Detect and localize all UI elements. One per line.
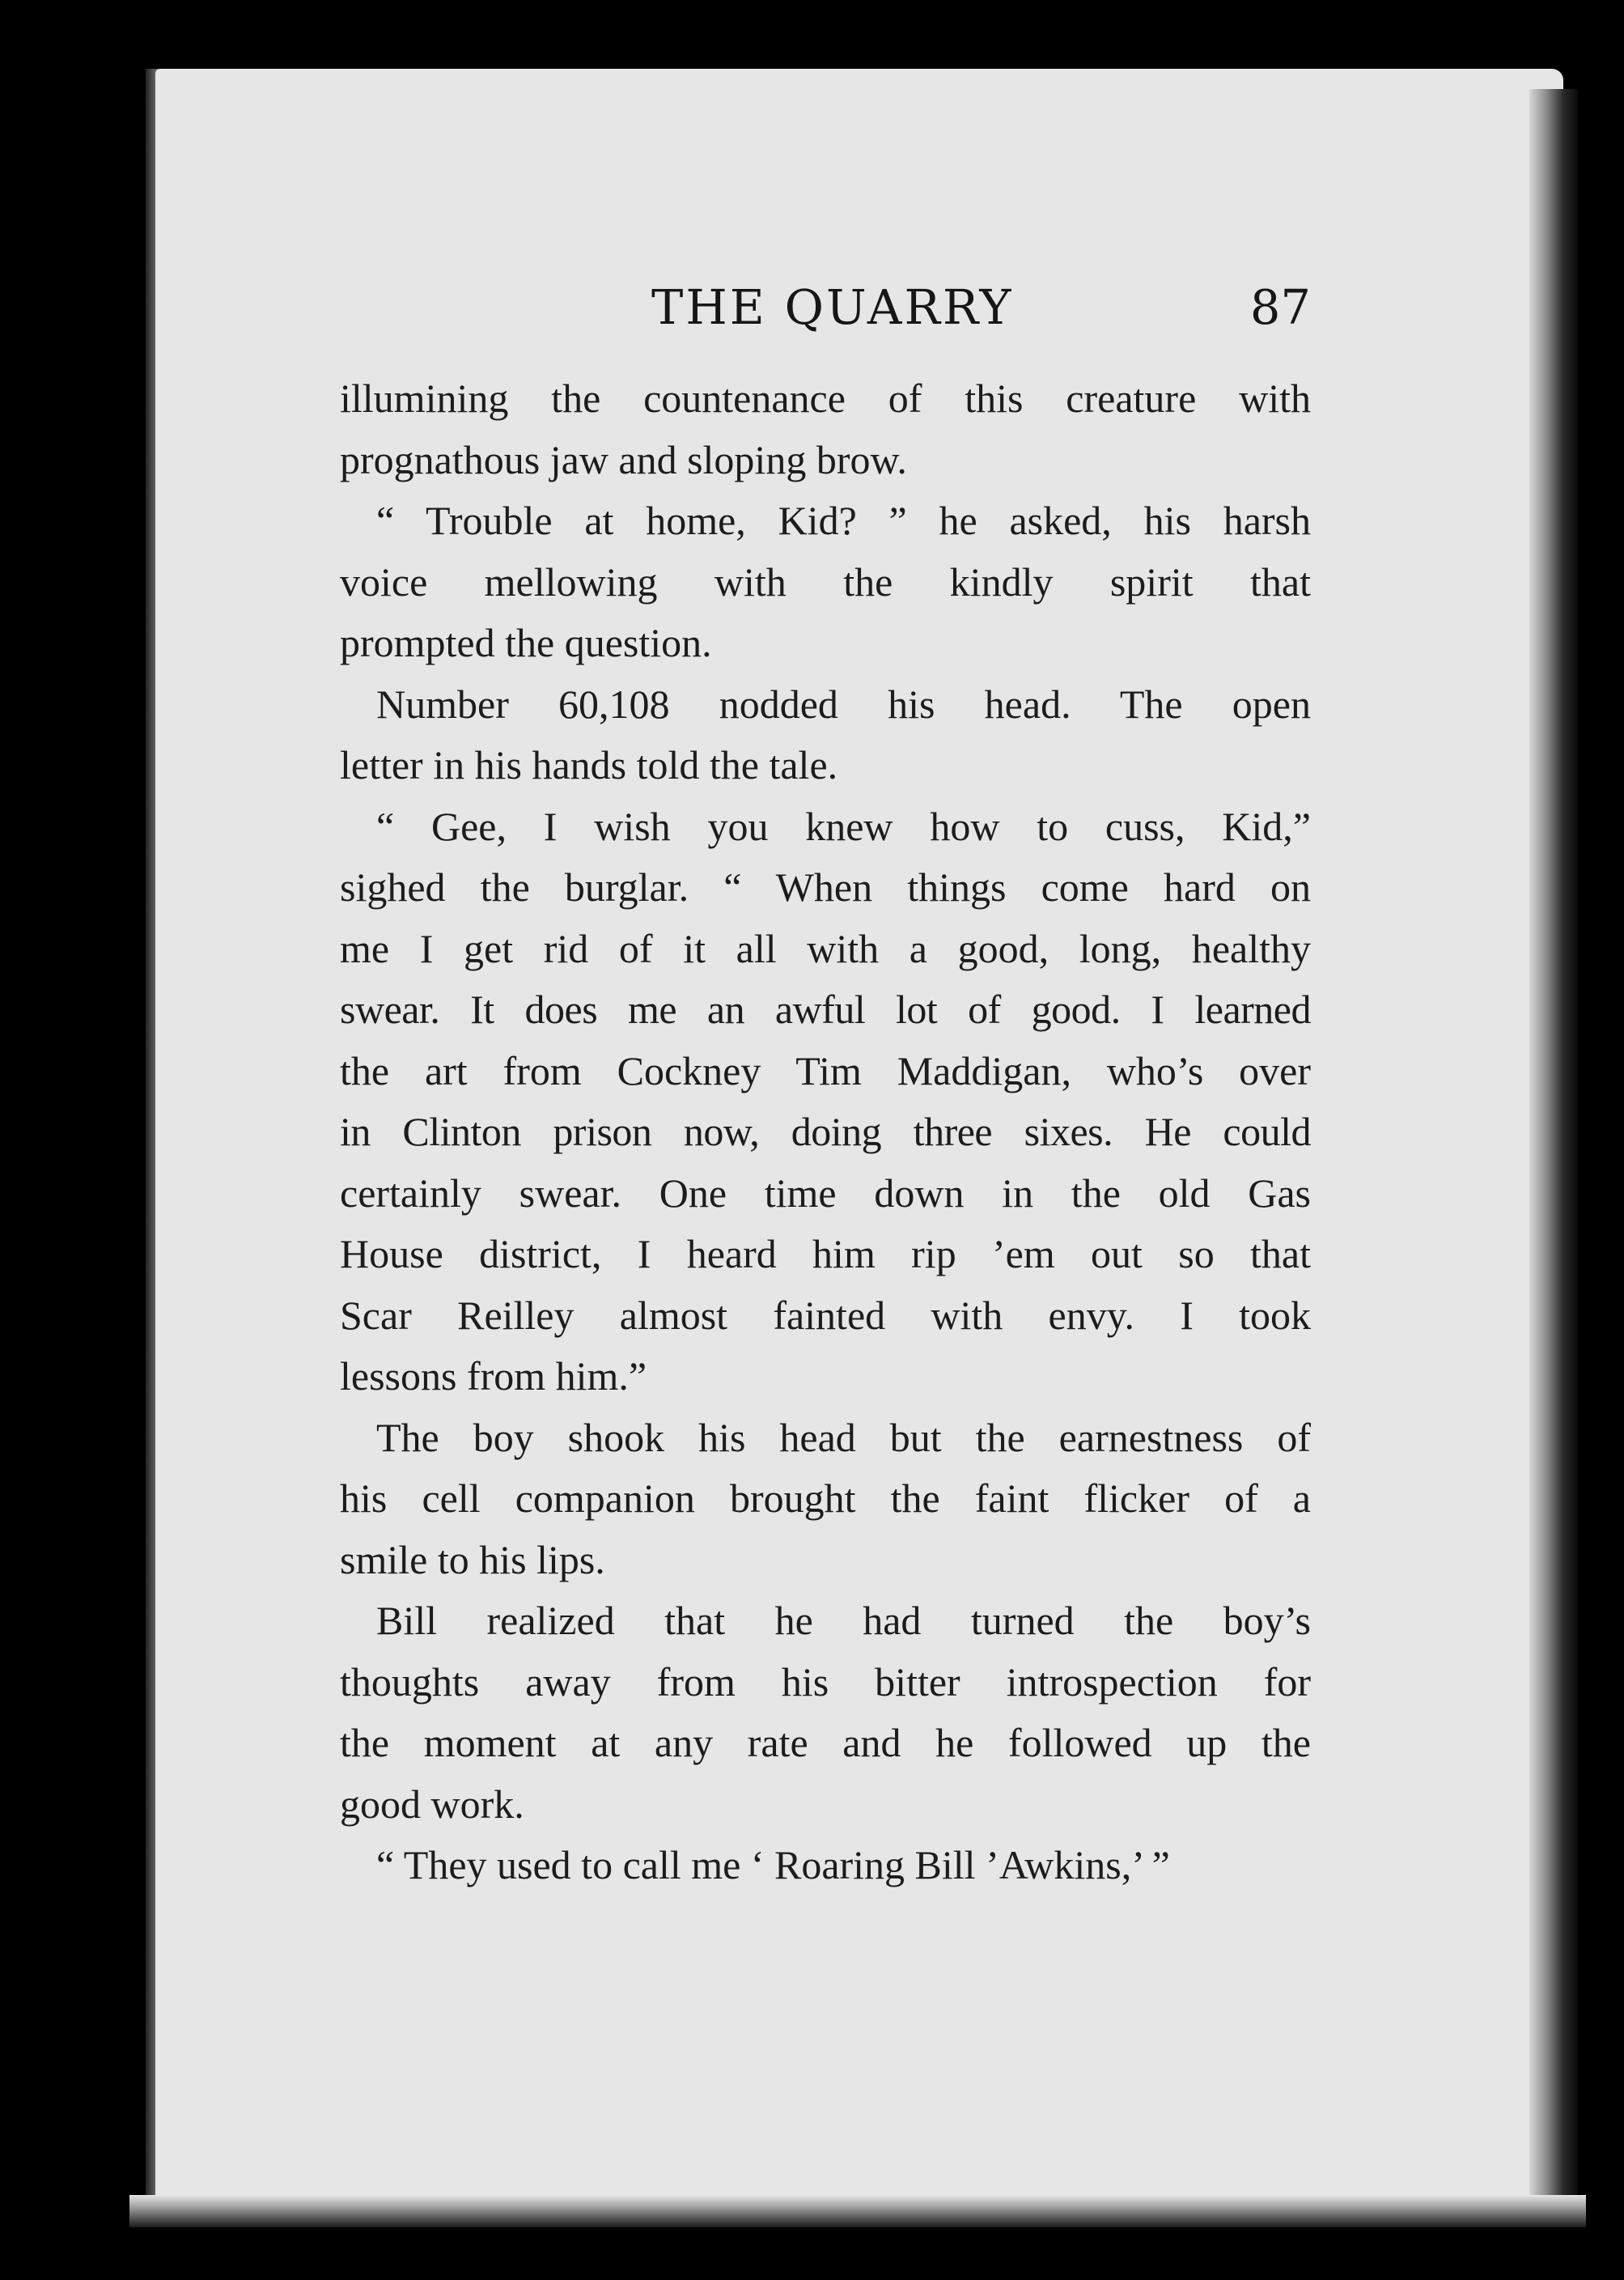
text-line: the art from Cockney Tim Maddigan, who’s over (340, 1047, 1311, 1093)
text-line: me I get rid of it all with a good, long, healthy (340, 925, 1311, 971)
page-edge-right (1529, 89, 1578, 2226)
text-line: sighed the burglar. “ When things come hard on (340, 864, 1311, 910)
text-line: illumining the countenance of this creature with (340, 376, 1311, 421)
page-header (340, 279, 1311, 352)
text-line: smile to his lips. (340, 1536, 605, 1582)
text-line: Bill realized that he had turned the boy’s (376, 1598, 1311, 1643)
page-number: 87 (1249, 279, 1311, 335)
text-line: “ They used to call me ‘ Roaring Bill ’Awkins,’ ” (376, 1842, 1170, 1887)
body-text (340, 368, 1311, 1896)
text-line: Number 60,108 nodded his head. The open (376, 681, 1311, 727)
text-line: The boy shook his head but the earnestness of (376, 1414, 1311, 1460)
text-line: prompted the question. (340, 620, 712, 665)
text-line: letter in his hands told the tale. (340, 742, 838, 788)
text-line: his cell companion brought the faint flicker of a (340, 1475, 1311, 1521)
text-line: voice mellowing with the kindly spirit that (340, 558, 1311, 605)
text-line: good work. (340, 1781, 524, 1827)
text-line: certainly swear. One time down in the old Gas (340, 1170, 1311, 1216)
text-line: thoughts away from his bitter introspection for (340, 1658, 1311, 1705)
page-edge-bottom (129, 2195, 1586, 2227)
text-line: “ Gee, I wish you knew how to cuss, Kid,” (376, 803, 1311, 849)
text-line: “ Trouble at home, Kid? ” he asked, his harsh (376, 498, 1311, 543)
text-line: the moment at any rate and he followed up the (340, 1720, 1311, 1765)
text-line: House district, I heard him rip ’em out so that (340, 1231, 1311, 1276)
text-line: lessons from him.” (340, 1353, 647, 1399)
text-line: Scar Reilley almost fainted with envy. I took (340, 1292, 1311, 1338)
text-line: in Clinton prison now, doing three sixes. He could (340, 1109, 1311, 1154)
text-line: prognathous jaw and sloping brow. (340, 436, 907, 482)
text-line: swear. It does me an awful lot of good. I learned (340, 987, 1311, 1032)
running-head: THE QUARRY (651, 279, 1014, 335)
